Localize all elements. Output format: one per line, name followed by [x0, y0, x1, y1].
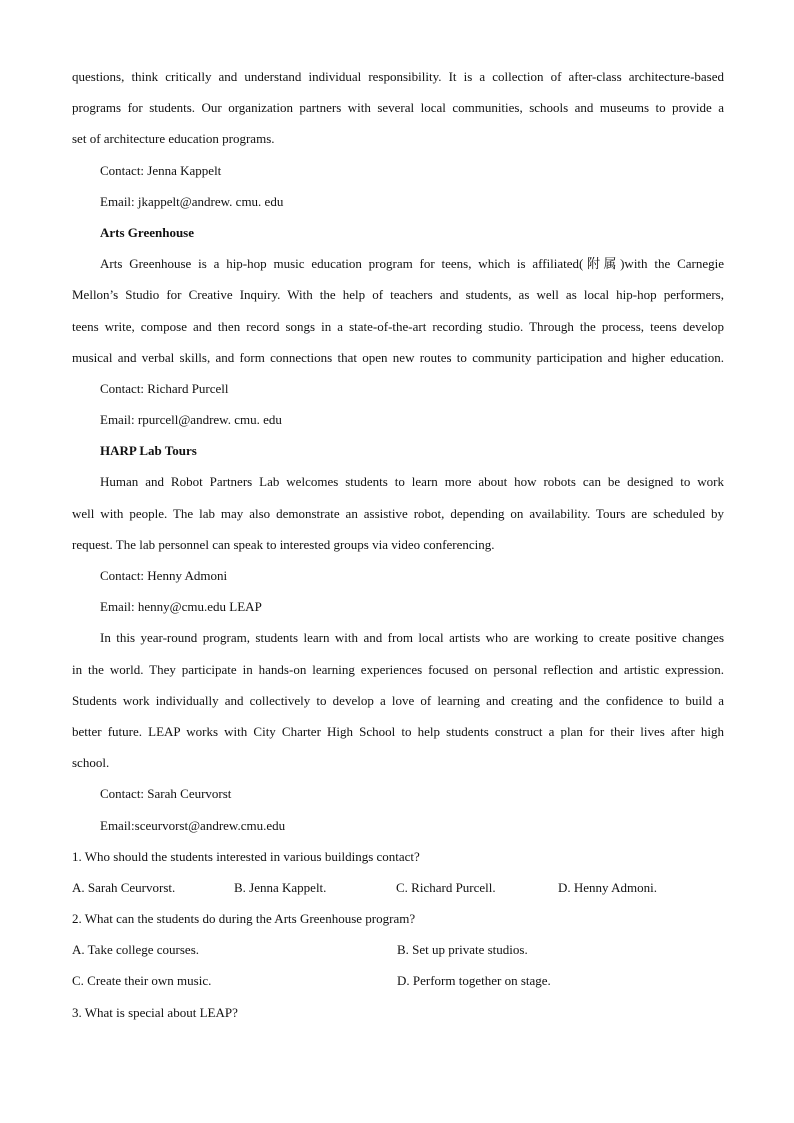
option-b: B. Jenna Kappelt. — [234, 879, 327, 895]
option-c: C. Richard Purcell. — [396, 879, 496, 895]
contact-line: Contact: Sarah Ceurvorst — [100, 786, 232, 802]
section-harp-lab-tours — [72, 435, 724, 622]
question-3: 3. What is special about LEAP? — [72, 1004, 238, 1020]
email-line: Email: henny@cmu.edu LEAP — [100, 599, 262, 615]
email-line: Email:sceurvorst@andrew.cmu.edu — [100, 817, 286, 833]
option-c: C. Create their own music. — [72, 973, 212, 989]
paragraph-line: Arts Greenhouse is a hip-hop music education program for teens, which is affiliated(附属)with the Carnegie — [100, 256, 724, 272]
section-arts-greenhouse — [72, 217, 724, 435]
paragraph-line: questions, think critically and understand individual responsibility. It is a collection of after-class architecture-based — [72, 69, 724, 84]
document-page — [72, 61, 724, 1028]
paragraph-line: Mellon’s Studio for Creative Inquiry. With the help of teachers and students, as well as local hip-hop performers, — [72, 287, 724, 303]
contact-line: Contact: Jenna Kappelt — [100, 162, 222, 178]
option-d: D. Perform together on stage. — [397, 973, 551, 989]
paragraph-line: programs for students. Our organization partners with several local communities, schools and museums to provide a — [72, 100, 724, 116]
paragraph-line: set of architecture education programs. — [72, 131, 275, 147]
paragraph-line: Human and Robot Partners Lab welcomes students to learn more about how robots can be designed to work — [100, 474, 724, 490]
paragraph-line: In this year-round program, students learn with and from local artists who are working to create positive changes — [100, 630, 724, 646]
contact-line: Contact: Henny Admoni — [100, 568, 228, 583]
section-architecture — [72, 61, 724, 217]
question-2-options-row-2 — [72, 965, 724, 996]
paragraph-line: school. — [72, 755, 110, 771]
contact-line: Contact: Richard Purcell — [100, 380, 229, 396]
question-2-options-row-1 — [72, 934, 724, 965]
paragraph-line: in the world. They participate in hands-on learning experiences focused on personal reflection and artistic expression. — [72, 661, 724, 677]
question-2: 2. What can the students do during the Arts Greenhouse program? — [72, 911, 416, 927]
option-a: A. Sarah Ceurvorst. — [72, 879, 176, 895]
option-d: D. Henny Admoni. — [558, 879, 657, 895]
paragraph-line: better future. LEAP works with City Charter High School to help students construct a plan for their lives after high — [72, 723, 724, 739]
option-a: A. Take college courses. — [72, 942, 199, 958]
email-line: Email: jkappelt@andrew. cmu. edu — [100, 193, 284, 209]
paragraph-line: musical and verbal skills, and form connections that open new routes to community participation and higher education. — [72, 349, 724, 365]
paragraph-line: well with people. The lab may also demonstrate an assistive robot, depending on availability. Tours are scheduled by — [72, 505, 724, 521]
section-heading: Arts Greenhouse — [100, 224, 195, 240]
question-1: 1. Who should the students interested in various buildings contact? — [72, 848, 420, 864]
section-heading: HARP Lab Tours — [100, 443, 197, 459]
question-1-options — [72, 872, 724, 903]
paragraph-line: Students work individually and collectively to develop a love of learning and creating and the confidence to build a — [72, 692, 724, 708]
paragraph-line: teens write, compose and then record songs in a state-of-the-art recording studio. Through the process, teens develop — [72, 318, 724, 334]
email-line: Email: rpurcell@andrew. cmu. edu — [100, 412, 282, 428]
section-leap — [72, 622, 724, 840]
question-list — [72, 841, 724, 1028]
paragraph-line: request. The lab personnel can speak to interested groups via video conferencing. — [72, 536, 495, 552]
option-b: B. Set up private studios. — [397, 942, 528, 958]
